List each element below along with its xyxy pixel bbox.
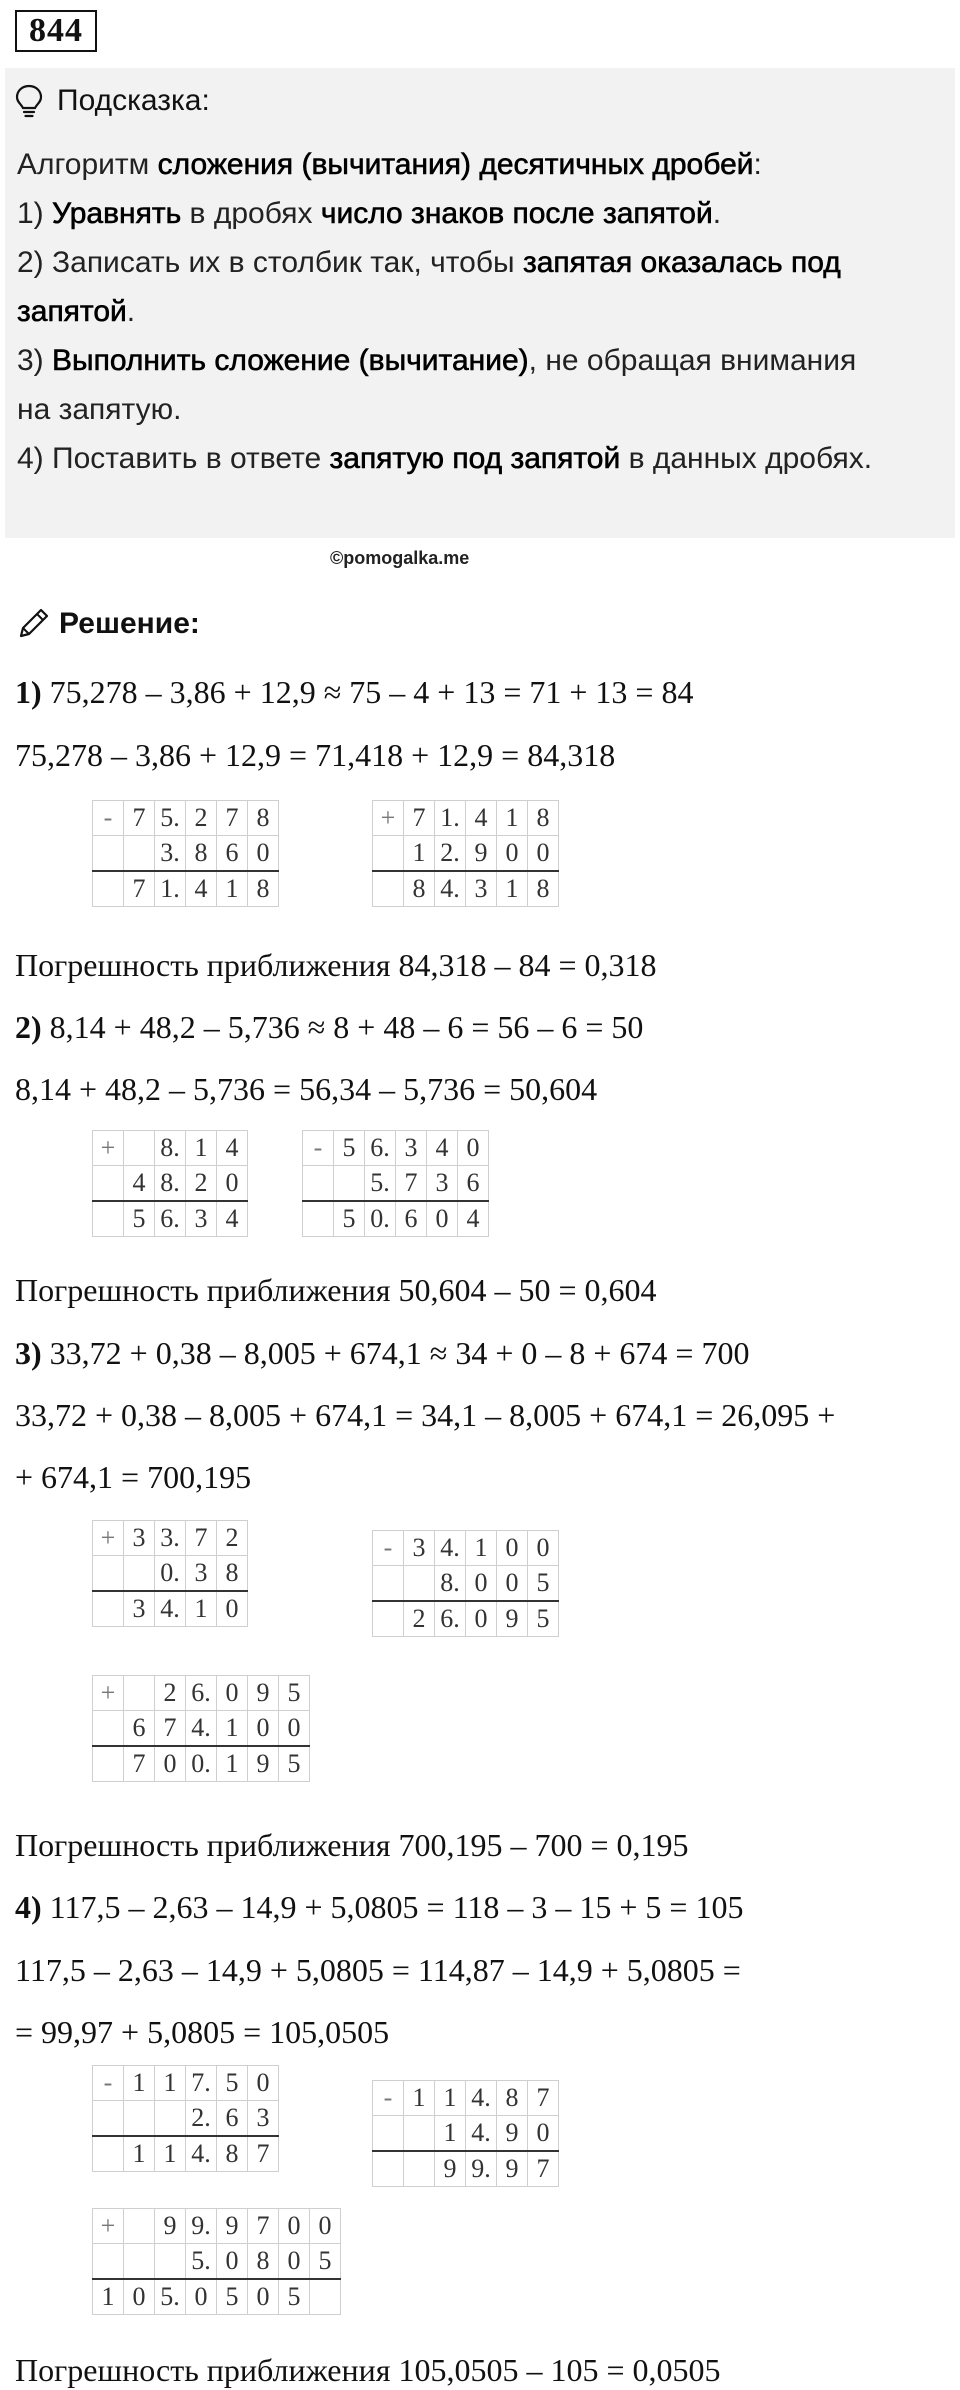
solution-header	[15, 604, 200, 644]
hint-text: 2) Записать их в столбик так, чтобы	[17, 246, 523, 279]
digit-cell: 0.	[365, 1201, 396, 1237]
digit-cell: 0	[279, 2244, 310, 2280]
digit-cell: 2.	[435, 836, 466, 872]
digit-cell: 4.	[186, 1711, 217, 1747]
digit-cell: 9	[155, 2209, 186, 2244]
digit-cell: 1.	[435, 801, 466, 836]
digit-cell	[310, 2279, 341, 2315]
digit-cell: 4.	[466, 2116, 497, 2152]
column-calculation	[92, 1520, 248, 1627]
digit-cell: 0	[248, 2066, 279, 2101]
digit-cell: 5.	[186, 2244, 217, 2280]
column-calculation	[372, 1530, 559, 1637]
solution-line	[15, 1457, 251, 1497]
digit-cell: 7	[124, 801, 155, 836]
operation-sign: +	[373, 801, 404, 836]
column-calculation	[372, 2080, 559, 2187]
digit-cell: 1	[497, 801, 528, 836]
solution-text: Погрешность приближения 105,0505 – 105 = 0,0505	[15, 2352, 721, 2388]
digit-cell: 4	[186, 871, 217, 907]
operation-sign: +	[93, 1131, 124, 1166]
digit-cell: 6	[124, 1711, 155, 1747]
digit-cell: 7.	[186, 2066, 217, 2101]
digit-cell: 5	[279, 1746, 310, 1782]
hint-emphasis: запятая оказалась под	[522, 246, 841, 279]
digit-cell: 0	[248, 2279, 279, 2315]
digit-cell	[155, 2244, 186, 2280]
solution-line	[15, 945, 657, 985]
digit-cell: 5.	[155, 801, 186, 836]
digit-cell: 4	[124, 1166, 155, 1202]
digit-cell: 1	[155, 2136, 186, 2172]
digit-cell: 3	[248, 2101, 279, 2137]
digit-cell: 0	[497, 1531, 528, 1566]
lightbulb-icon	[13, 83, 45, 119]
digit-cell: 8	[248, 801, 279, 836]
hint-line	[17, 287, 947, 336]
digit-cell	[334, 1166, 365, 1202]
digit-cell: 3	[396, 1131, 427, 1166]
digit-cell	[124, 1131, 155, 1166]
solution-text: Погрешность приближения 50,604 – 50 = 0,604	[15, 1272, 657, 1308]
solution-line	[15, 672, 693, 712]
digit-cell: 9	[466, 836, 497, 872]
solution-text: 75,278 – 3,86 + 12,9 = 71,418 + 12,9 = 84,318	[15, 737, 616, 773]
digit-cell: 3	[186, 1556, 217, 1592]
hint-emphasis: запятой	[17, 295, 127, 328]
digit-cell: 2	[186, 1166, 217, 1202]
digit-cell	[124, 1676, 155, 1711]
digit-cell: 9.	[466, 2151, 497, 2187]
digit-cell: 5	[528, 1566, 559, 1602]
digit-cell: 9	[497, 2116, 528, 2152]
digit-cell: 6	[217, 2101, 248, 2137]
digit-cell: 0	[248, 1711, 279, 1747]
digit-cell: 9	[497, 1601, 528, 1637]
hint-emphasis: запятую под запятой	[329, 442, 621, 475]
digit-cell: 6	[458, 1166, 489, 1202]
solution-line	[15, 1069, 597, 1109]
digit-cell	[124, 2101, 155, 2137]
operation-sign: +	[93, 2209, 124, 2244]
hint-text: в данных дробях.	[620, 442, 873, 475]
digit-cell: 8.	[155, 1166, 186, 1202]
column-calculation	[92, 800, 279, 907]
hint-line	[17, 189, 947, 238]
hint-emphasis: Уравнять	[52, 197, 182, 230]
hint-text: .	[126, 295, 136, 328]
digit-cell: 9	[497, 2151, 528, 2187]
digit-cell: 0	[497, 836, 528, 872]
hint-text: 1)	[17, 197, 53, 230]
digit-cell: 4	[217, 1131, 248, 1166]
digit-cell: 5	[217, 2279, 248, 2315]
column-calculation	[92, 2208, 341, 2315]
digit-cell	[93, 2136, 124, 2172]
digit-cell: 0.	[155, 1556, 186, 1592]
item-number: 3)	[15, 1335, 42, 1371]
pencil-icon	[15, 606, 51, 642]
hint-title: Подсказка:	[57, 84, 210, 117]
digit-cell: 8	[528, 801, 559, 836]
digit-cell	[124, 2209, 155, 2244]
hint-line	[17, 140, 947, 189]
digit-cell	[93, 1166, 124, 1202]
digit-cell: 9	[435, 2151, 466, 2187]
digit-cell: 7	[248, 2209, 279, 2244]
item-number: 4)	[15, 1889, 42, 1925]
hint-text: 3)	[17, 344, 53, 377]
digit-cell: 1	[435, 2116, 466, 2152]
digit-cell: 0	[528, 2116, 559, 2152]
digit-cell: 2.	[186, 2101, 217, 2137]
digit-cell: 3.	[155, 836, 186, 872]
problem-number: 844	[15, 10, 97, 52]
digit-cell: 1	[217, 1746, 248, 1782]
digit-cell: 1	[497, 871, 528, 907]
digit-cell: 1	[217, 1711, 248, 1747]
digit-cell	[373, 1566, 404, 1602]
digit-cell: 8	[186, 836, 217, 872]
digit-cell: 5	[217, 2066, 248, 2101]
digit-cell: 3.	[155, 1521, 186, 1556]
digit-cell: 0	[186, 2279, 217, 2315]
solution-text: 8,14 + 48,2 – 5,736 = 56,34 – 5,736 = 50,604	[15, 1071, 598, 1107]
digit-cell	[93, 836, 124, 872]
digit-cell: 2	[404, 1601, 435, 1637]
digit-cell: 0	[279, 1711, 310, 1747]
digit-cell	[404, 2116, 435, 2152]
digit-cell: 8	[248, 2244, 279, 2280]
column-calculation	[372, 800, 559, 907]
solution-line	[15, 1270, 657, 1310]
hint-text: в дробях	[181, 197, 321, 230]
digit-cell: 8	[217, 1556, 248, 1592]
digit-cell: 3	[466, 871, 497, 907]
digit-cell: 7	[217, 801, 248, 836]
hint-text: .	[712, 197, 722, 230]
digit-cell: 3	[124, 1521, 155, 1556]
digit-cell: 9	[217, 2209, 248, 2244]
digit-cell: 8	[217, 2136, 248, 2172]
digit-cell: 5.	[155, 2279, 186, 2315]
digit-cell: 9	[248, 1676, 279, 1711]
solution-text: 117,5 – 2,63 – 14,9 + 5,0805 = 114,87 – 14,9 + 5,0805 =	[15, 1952, 741, 1988]
digit-cell: 2	[155, 1676, 186, 1711]
digit-cell: 1	[186, 1591, 217, 1627]
digit-cell: 7	[248, 2136, 279, 2172]
digit-cell: 0.	[186, 1746, 217, 1782]
solution-text: 75,278 – 3,86 + 12,9 ≈ 75 – 4 + 13 = 71 + 13 = 84	[41, 674, 694, 710]
digit-cell: 1	[155, 2066, 186, 2101]
digit-cell: 5	[528, 1601, 559, 1637]
watermark: ©pomogalka.me	[330, 548, 470, 568]
hint-text: Алгоритм	[17, 148, 158, 181]
digit-cell: 3	[404, 1531, 435, 1566]
digit-cell: 4	[427, 1131, 458, 1166]
operation-sign: -	[373, 1531, 404, 1566]
digit-cell: 1	[435, 2081, 466, 2116]
digit-cell	[93, 2244, 124, 2280]
digit-cell: 7	[404, 801, 435, 836]
solution-title: Решение:	[59, 607, 200, 640]
solution-text: Погрешность приближения 700,195 – 700 = 0,195	[15, 1827, 689, 1863]
solution-text: 117,5 – 2,63 – 14,9 + 5,0805 = 118 – 3 – 15 + 5 = 105	[41, 1889, 744, 1925]
hint-text: 4) Поставить в ответе	[17, 442, 330, 475]
digit-cell: 5	[279, 1676, 310, 1711]
digit-cell: 7	[396, 1166, 427, 1202]
hint-panel	[5, 68, 955, 538]
digit-cell: 4.	[155, 1591, 186, 1627]
digit-cell: 0	[217, 1166, 248, 1202]
digit-cell: 7	[124, 1746, 155, 1782]
digit-cell: 9	[248, 1746, 279, 1782]
digit-cell: 0	[279, 2209, 310, 2244]
digit-cell: 8.	[155, 1131, 186, 1166]
digit-cell: 5	[279, 2279, 310, 2315]
digit-cell: 0	[310, 2209, 341, 2244]
digit-cell: 2	[186, 801, 217, 836]
digit-cell	[93, 2101, 124, 2137]
operation-sign: -	[93, 2066, 124, 2101]
digit-cell: 4.	[435, 871, 466, 907]
digit-cell: 7	[155, 1711, 186, 1747]
solution-text: = 99,97 + 5,0805 = 105,0505	[15, 2014, 390, 2050]
solution-line	[15, 1887, 743, 1927]
solution-line	[15, 1333, 749, 1373]
solution-line	[15, 735, 615, 775]
digit-cell: 4.	[435, 1531, 466, 1566]
solution-line	[15, 1950, 741, 1990]
digit-cell: 8	[248, 871, 279, 907]
solution-text: 8,14 + 48,2 – 5,736 ≈ 8 + 48 – 6 = 56 – 6 = 50	[41, 1009, 644, 1045]
hint-emphasis: число знаков после запятой	[320, 197, 713, 230]
digit-cell: 6.	[435, 1601, 466, 1637]
solution-text: 33,72 + 0,38 – 8,005 + 674,1 = 34,1 – 8,005 + 674,1 = 26,095 +	[15, 1397, 836, 1433]
digit-cell	[373, 871, 404, 907]
operation-sign: -	[303, 1131, 334, 1166]
solution-text: Погрешность приближения 84,318 – 84 = 0,318	[15, 947, 657, 983]
digit-cell: 9.	[186, 2209, 217, 2244]
digit-cell: 0	[466, 1566, 497, 1602]
digit-cell: 1	[93, 2279, 124, 2315]
digit-cell: 6.	[155, 1201, 186, 1237]
hint-line	[17, 434, 947, 483]
hint-body	[17, 140, 947, 483]
solution-line	[15, 1825, 689, 1865]
digit-cell: 1.	[155, 871, 186, 907]
column-calculation	[92, 1130, 248, 1237]
operation-sign: -	[373, 2081, 404, 2116]
item-number: 2)	[15, 1009, 42, 1045]
digit-cell: 4.	[466, 2081, 497, 2116]
hint-header	[13, 81, 210, 121]
digit-cell	[93, 871, 124, 907]
digit-cell: 7	[528, 2151, 559, 2187]
hint-line	[17, 336, 947, 385]
digit-cell	[124, 836, 155, 872]
digit-cell: 4	[466, 801, 497, 836]
digit-cell: 4.	[186, 2136, 217, 2172]
digit-cell: 0	[427, 1201, 458, 1237]
digit-cell: 4	[217, 1201, 248, 1237]
digit-cell: 5	[334, 1131, 365, 1166]
digit-cell: 1	[186, 1131, 217, 1166]
digit-cell	[124, 2244, 155, 2280]
hint-emphasis: Выполнить сложение (вычитание)	[52, 344, 529, 377]
item-number: 1)	[15, 674, 42, 710]
digit-cell: 3	[186, 1201, 217, 1237]
hint-text: на запятую.	[17, 393, 182, 426]
digit-cell: 8	[497, 2081, 528, 2116]
digit-cell	[93, 1746, 124, 1782]
digit-cell: 5	[334, 1201, 365, 1237]
digit-cell: 3	[427, 1166, 458, 1202]
digit-cell	[124, 1556, 155, 1592]
digit-cell: 1	[404, 2081, 435, 2116]
digit-cell	[303, 1201, 334, 1237]
digit-cell	[373, 2151, 404, 2187]
solution-line	[15, 1007, 643, 1047]
digit-cell: 0	[155, 1746, 186, 1782]
solution-line	[15, 1395, 835, 1435]
digit-cell	[93, 1201, 124, 1237]
operation-sign: +	[93, 1521, 124, 1556]
digit-cell	[373, 2116, 404, 2152]
digit-cell: 7	[124, 871, 155, 907]
solution-line	[15, 2012, 389, 2052]
operation-sign: +	[93, 1676, 124, 1711]
digit-cell: 1	[124, 2066, 155, 2101]
digit-cell: 1	[404, 836, 435, 872]
solution-text: + 674,1 = 700,195	[15, 1459, 252, 1495]
digit-cell: 5.	[365, 1166, 396, 1202]
column-calculation	[92, 1675, 310, 1782]
digit-cell: 8	[528, 871, 559, 907]
digit-cell: 0	[217, 2244, 248, 2280]
digit-cell: 6.	[186, 1676, 217, 1711]
digit-cell: 0	[458, 1131, 489, 1166]
digit-cell	[404, 2151, 435, 2187]
digit-cell: 0	[528, 1531, 559, 1566]
digit-cell	[93, 1591, 124, 1627]
digit-cell: 5	[124, 1201, 155, 1237]
solution-line	[15, 2350, 721, 2390]
digit-cell: 0	[124, 2279, 155, 2315]
digit-cell: 1	[217, 871, 248, 907]
hint-emphasis: сложения (вычитания) десятичных дробей	[157, 148, 754, 181]
solution-text: 33,72 + 0,38 – 8,005 + 674,1 ≈ 34 + 0 – 8 + 674 = 700	[41, 1335, 750, 1371]
operation-sign: -	[93, 801, 124, 836]
digit-cell: 0	[528, 836, 559, 872]
digit-cell: 7	[186, 1521, 217, 1556]
digit-cell	[93, 1556, 124, 1592]
digit-cell: 0	[217, 1676, 248, 1711]
hint-line	[17, 385, 947, 434]
digit-cell	[93, 1711, 124, 1747]
hint-text: :	[753, 148, 762, 181]
digit-cell	[373, 836, 404, 872]
digit-cell: 1	[124, 2136, 155, 2172]
digit-cell	[373, 1601, 404, 1637]
digit-cell: 0	[217, 1591, 248, 1627]
digit-cell	[404, 1566, 435, 1602]
digit-cell: 6	[396, 1201, 427, 1237]
digit-cell: 4	[458, 1201, 489, 1237]
digit-cell	[155, 2101, 186, 2137]
column-calculation	[302, 1130, 489, 1237]
digit-cell	[303, 1166, 334, 1202]
digit-cell: 8.	[435, 1566, 466, 1602]
digit-cell: 8	[404, 871, 435, 907]
digit-cell: 7	[528, 2081, 559, 2116]
column-calculation	[92, 2065, 279, 2172]
digit-cell: 0	[497, 1566, 528, 1602]
digit-cell: 2	[217, 1521, 248, 1556]
digit-cell: 6	[217, 836, 248, 872]
hint-line	[17, 238, 947, 287]
digit-cell: 5	[310, 2244, 341, 2280]
digit-cell: 3	[124, 1591, 155, 1627]
digit-cell: 0	[466, 1601, 497, 1637]
hint-text: , не обращая внимания	[528, 344, 857, 377]
digit-cell: 0	[248, 836, 279, 872]
digit-cell: 6.	[365, 1131, 396, 1166]
digit-cell: 1	[466, 1531, 497, 1566]
